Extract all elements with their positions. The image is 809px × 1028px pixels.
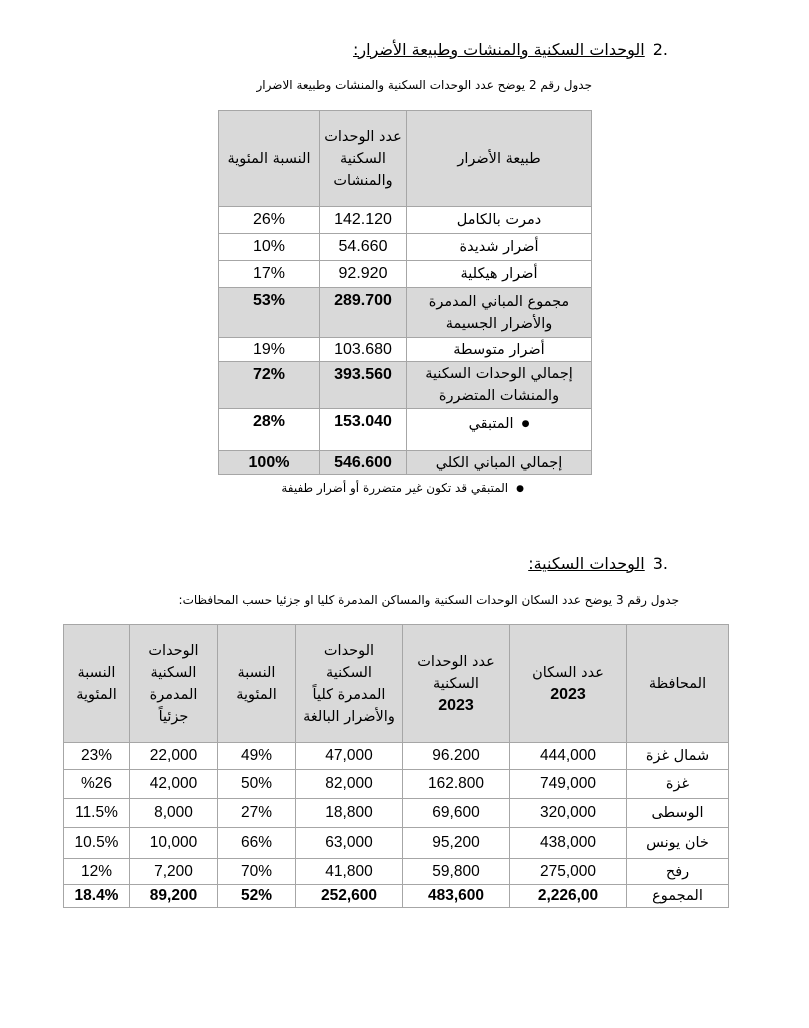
table-row-remaining	[219, 409, 592, 451]
row-destroyed-percent: 49%	[218, 743, 296, 770]
row-governorate: شمال غزة	[627, 743, 729, 770]
row-population: 275,000	[510, 859, 627, 885]
row-units: 393.560	[320, 362, 407, 409]
row-units: 483,600	[403, 885, 510, 908]
row-destroyed: 252,600	[296, 885, 403, 908]
row-population: 444,000	[510, 743, 627, 770]
header-destroyed: الوحدات السكنية المدمرة كلياً والأضرار البالغة	[296, 625, 403, 743]
header-units-year: 2023	[438, 696, 474, 714]
row-partial: 7,200	[130, 859, 218, 885]
row-destroyed: 18,800	[296, 799, 403, 828]
row-units: 142.120	[320, 207, 407, 234]
row-units: 289.700	[320, 288, 407, 338]
row-destroyed-percent: 66%	[218, 828, 296, 859]
row-label-text: المتبقي	[468, 416, 514, 432]
table-2-damage	[218, 110, 592, 475]
row-percent: 28%	[219, 409, 320, 451]
row-units: 54.660	[320, 234, 407, 261]
row-units: 103.680	[320, 338, 407, 362]
row-partial: 42,000	[130, 770, 218, 799]
row-destroyed-percent: 52%	[218, 885, 296, 908]
header-units-text: عدد الوحدات السكنية والمنشات	[324, 128, 402, 189]
table-2-header-row	[219, 111, 592, 207]
row-partial-percent: 11.5%	[64, 799, 130, 828]
row-label	[407, 362, 592, 409]
row-units: 96.200	[403, 743, 510, 770]
row-governorate: خان يونس	[627, 828, 729, 859]
row-label: أضرار متوسطة	[407, 338, 592, 362]
row-governorate: المجموع	[627, 885, 729, 908]
row-partial: 22,000	[130, 743, 218, 770]
row-partial-percent: 12%	[64, 859, 130, 885]
header-damage-type: طبيعة الأضرار	[407, 111, 592, 207]
row-label	[407, 409, 592, 451]
row-governorate: غزة	[627, 770, 729, 799]
header-partial-percent: النسبة المئوية	[64, 625, 130, 743]
row-label: أضرار شديدة	[407, 234, 592, 261]
header-percent: النسبة المئوية	[219, 111, 320, 207]
header-population-year: 2023	[550, 685, 586, 703]
bullet-icon: ●	[516, 483, 524, 494]
row-units: 546.600	[320, 451, 407, 475]
row-destroyed: 63,000	[296, 828, 403, 859]
table-3-caption: جدول رقم 3 يوضح عدد السكان الوحدات السكنية والمساكن المدمرة كليا او جزئيا حسب المحافظات:	[178, 593, 679, 607]
table-3-header-row	[64, 625, 729, 743]
table-2-caption: جدول رقم 2 يوضح عدد الوحدات السكنية والمنشات وطبيعة الاضرار	[256, 78, 592, 92]
row-partial-percent: 23%	[64, 743, 130, 770]
row-label: أضرار هيكلية	[407, 261, 592, 288]
row-label: إجمالي المباني الكلي	[407, 451, 592, 475]
row-units: 92.920	[320, 261, 407, 288]
row-percent: 53%	[219, 288, 320, 338]
row-percent: 26%	[219, 207, 320, 234]
table-row	[64, 770, 729, 799]
row-percent: 19%	[219, 338, 320, 362]
table-row	[64, 743, 729, 770]
header-population-text: عدد السكان	[532, 664, 604, 681]
row-units: 59,800	[403, 859, 510, 885]
section-2-title: الوحدات السكنية والمنشات وطبيعة الأضرار:	[353, 40, 645, 59]
table-row-total-affected	[219, 362, 592, 409]
table-row	[64, 828, 729, 859]
row-destroyed-percent: 50%	[218, 770, 296, 799]
row-destroyed-percent: 70%	[218, 859, 296, 885]
header-population	[510, 625, 627, 743]
row-percent: 72%	[219, 362, 320, 409]
row-destroyed: 47,000	[296, 743, 403, 770]
table-row	[219, 207, 592, 234]
section-2-number: .2	[652, 40, 668, 59]
row-label-text: إجمالي الوحدات السكنية والمنشات المتضررة	[425, 366, 573, 404]
table-row	[64, 859, 729, 885]
row-partial-percent: 18.4%	[64, 885, 130, 908]
row-partial-percent: 10.5%	[64, 828, 130, 859]
table-2-footnote	[281, 481, 524, 495]
table-row-total	[64, 885, 729, 908]
section-3-title: الوحدات السكنية:	[528, 554, 645, 573]
header-governorate: المحافظة	[627, 625, 729, 743]
section-3-number: .3	[652, 554, 668, 573]
header-units-count	[320, 111, 407, 207]
section-2-heading	[353, 40, 668, 59]
header-units-text: عدد الوحدات السكنية	[417, 653, 495, 692]
header-units	[403, 625, 510, 743]
row-population: 438,000	[510, 828, 627, 859]
row-label: مجموع المباني المدمرة والأضرار الجسيمة	[407, 288, 592, 338]
row-units: 162.800	[403, 770, 510, 799]
row-units: 95,200	[403, 828, 510, 859]
row-percent: 10%	[219, 234, 320, 261]
footnote-text: المتبقي قد تكون غير متضررة أو أضرار طفيفة	[281, 481, 509, 495]
row-population: 320,000	[510, 799, 627, 828]
row-destroyed-percent: 27%	[218, 799, 296, 828]
row-partial-percent: %26	[64, 770, 130, 799]
table-row	[219, 261, 592, 288]
row-population: 2,226,00	[510, 885, 627, 908]
table-3-governorates	[63, 624, 729, 908]
row-governorate: الوسطى	[627, 799, 729, 828]
row-partial: 8,000	[130, 799, 218, 828]
row-percent: 17%	[219, 261, 320, 288]
row-destroyed: 82,000	[296, 770, 403, 799]
row-percent: 100%	[219, 451, 320, 475]
table-row-subtotal	[219, 288, 592, 338]
row-partial: 89,200	[130, 885, 218, 908]
row-label: دمرت بالكامل	[407, 207, 592, 234]
header-partial: الوحدات السكنية المدمرة جزئياً	[130, 625, 218, 743]
row-destroyed: 41,800	[296, 859, 403, 885]
table-row	[219, 234, 592, 261]
row-partial: 10,000	[130, 828, 218, 859]
bullet-icon: ●	[521, 419, 530, 429]
row-units: 69,600	[403, 799, 510, 828]
header-destroyed-percent: النسبة المئوية	[218, 625, 296, 743]
row-units: 153.040	[320, 409, 407, 451]
table-row-grand-total	[219, 451, 592, 475]
section-3-heading	[528, 554, 668, 573]
table-row	[219, 338, 592, 362]
row-population: 749,000	[510, 770, 627, 799]
table-row	[64, 799, 729, 828]
row-governorate: رفح	[627, 859, 729, 885]
